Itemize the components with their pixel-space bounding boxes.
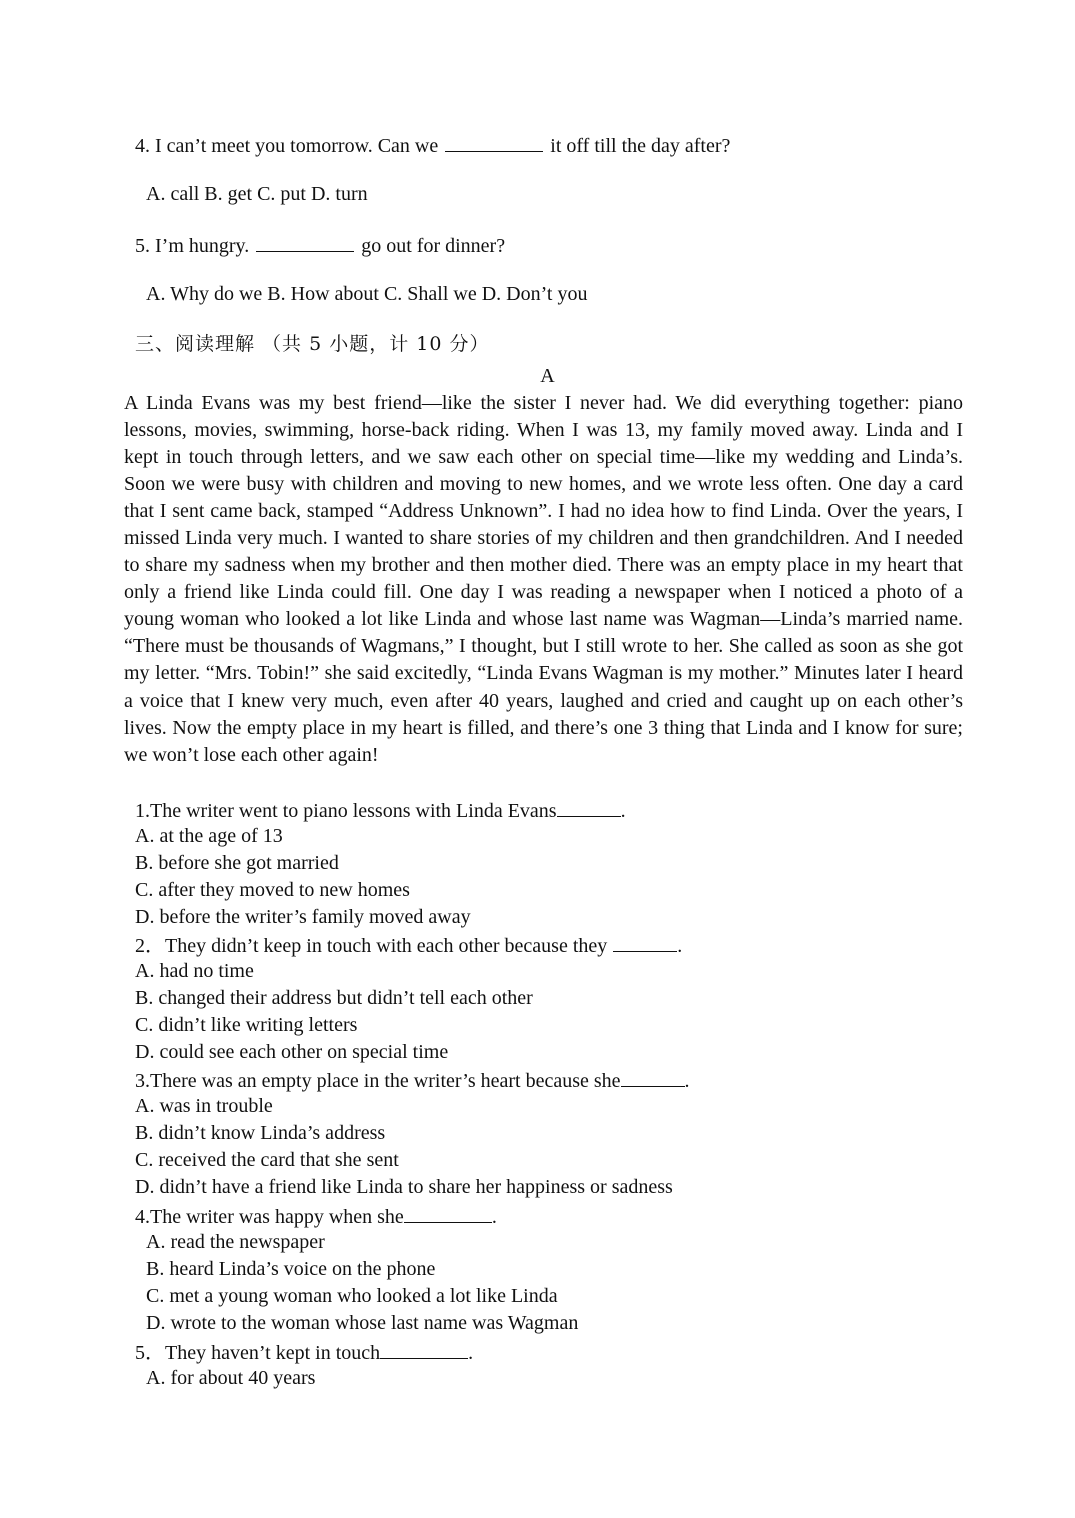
question-stem: 3.There was an empty place in the writer’s heart because she xyxy=(135,1070,621,1092)
answer-blank xyxy=(445,131,543,152)
option: A. had no time xyxy=(135,960,254,982)
option: D. before the writer’s family moved away xyxy=(135,906,471,928)
stem-end: . xyxy=(684,1070,690,1092)
question-4 xyxy=(135,131,730,160)
option: C. didn’t like writing letters xyxy=(135,1014,358,1036)
stem-end: . xyxy=(468,1342,474,1364)
option: C. received the card that she sent xyxy=(135,1149,399,1171)
q5-stem-end: go out for dinner? xyxy=(361,235,506,257)
option: C. after they moved to new homes xyxy=(135,879,410,901)
option: A. was in trouble xyxy=(135,1095,273,1117)
q4-stem-end: it off till the day after? xyxy=(550,135,731,157)
question-1 xyxy=(135,796,626,825)
question-2 xyxy=(135,931,682,960)
question-5-reading xyxy=(135,1338,473,1367)
option: B. didn’t know Linda’s address xyxy=(135,1122,386,1144)
option: D. could see each other on special time xyxy=(135,1041,449,1063)
option: D. didn’t have a friend like Linda to share her happiness or sadness xyxy=(135,1176,673,1198)
answer-blank xyxy=(613,931,677,952)
passage-label: A xyxy=(540,365,555,387)
option: A. for about 40 years xyxy=(146,1367,316,1389)
q4-stem: 4. I can’t meet you tomorrow. Can we xyxy=(135,135,439,157)
section-heading: 三、阅读理解 （共 5 小题，计 10 分） xyxy=(135,333,490,355)
stem-end: . xyxy=(677,935,683,957)
option: D. wrote to the woman whose last name was Wagman xyxy=(146,1312,579,1334)
answer-blank xyxy=(380,1338,468,1359)
question-4-reading xyxy=(135,1202,497,1231)
question-stem: 1.The writer went to piano lessons with Linda Evans xyxy=(135,800,557,822)
answer-blank xyxy=(621,1066,685,1087)
answer-blank xyxy=(557,796,621,817)
stem-end: . xyxy=(491,1206,497,1228)
question-5 xyxy=(135,231,505,260)
question-stem: 2．They didn’t keep in touch with each other because they xyxy=(135,935,608,957)
question-stem: 4.The writer was happy when she xyxy=(135,1206,404,1228)
question-3 xyxy=(135,1066,690,1095)
q5-stem: 5. I’m hungry. xyxy=(135,235,250,257)
option: B. heard Linda’s voice on the phone xyxy=(146,1258,436,1280)
reading-passage: A Linda Evans was my best friend—like the sister I never had. We did everything together: piano lessons, movies, swimming, horse-back riding. When I was 13, my family moved away. Linda and I kept in touch through letters, and we saw each other on special time—like my wedding and Linda’s. Soon we were busy with children and moving to new homes, and we wrote less often. One day a card that I sent came back, stamped “Address Unknown”. I had no idea how to find Linda. Over the years, I missed Linda very much. I wanted to share stories of my children and then grandchildren. And I needed to share my sadness when my brother and then mother died. There was an empty place in my heart that only a friend like Linda could fill. One day I was reading a newspaper when I noticed a photo of a young woman who looked a lot like Linda and whose last name was Wagman—Linda’s married name. “There must be thousands of Wagmans,” I thought, but I still wrote to her. She called as soon as she got my letter. “Mrs. Tobin!” she said excitedly, “Linda Evans Wagman is my mother.” Minutes later I heard a voice that I knew very much, even after 40 years, laughed and cried and caught up on each other’s lives. Now the empty place in my heart is filled, and there’s one 3 thing that Linda and I know for sure; we won’t lose each other again! xyxy=(124,392,963,766)
stem-end: . xyxy=(620,800,626,822)
option: A. read the newspaper xyxy=(146,1231,325,1253)
answer-blank xyxy=(404,1202,492,1223)
answer-blank xyxy=(256,231,354,252)
option: B. changed their address but didn’t tell each other xyxy=(135,987,533,1009)
question-stem: 5．They haven’t kept in touch xyxy=(135,1342,381,1364)
q4-options: A. call B. get C. put D. turn xyxy=(146,183,368,205)
option: C. met a young woman who looked a lot like Linda xyxy=(146,1285,558,1307)
q5-options: A. Why do we B. How about C. Shall we D. Don’t you xyxy=(146,283,588,305)
option: A. at the age of 13 xyxy=(135,825,283,847)
option: B. before she got married xyxy=(135,852,339,874)
